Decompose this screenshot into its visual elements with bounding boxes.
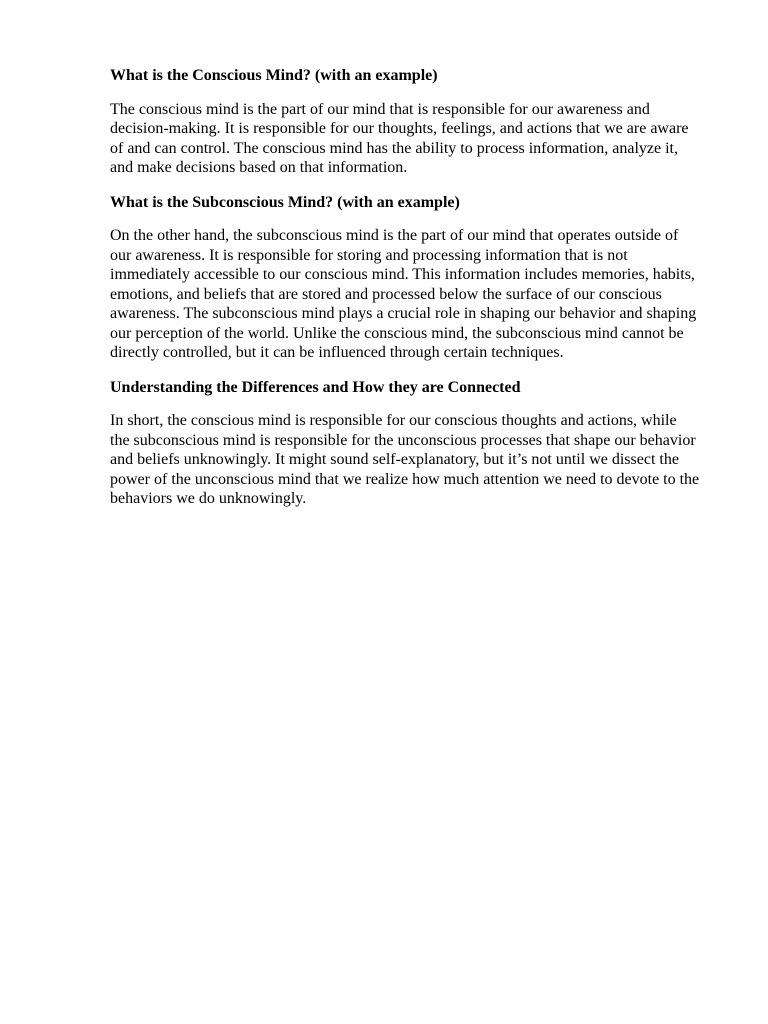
document-page — [110, 66, 700, 524]
section-body-subconscious-mind: On the other hand, the subconscious mind is the part of our mind that operates outside of our awareness. It is responsible for storing and processing information that is not immediately accessible to our conscious mind. This information includes memories, habits, emotions, and beliefs that are stored and processed below the surface of our conscious awareness. The subconscious mind plays a crucial role in shaping our behavior and shaping our perception of the world. Unlike the conscious mind, the subconscious mind cannot be directly controlled, but it can be influenced through certain techniques. — [110, 227, 697, 361]
section-body-differences: In short, the conscious mind is responsible for our conscious thoughts and actions, while the subconscious mind is responsible for the unconscious processes that shape our behavior and beliefs unknowingly. It might sound self-explanatory, but it’s not until we dissect the power of the unconscious mind that we realize how much attention we need to devote to the behaviors we do unknowingly. — [110, 412, 700, 507]
section-heading-conscious-mind: What is the Conscious Mind? (with an example) — [110, 67, 438, 84]
section-body-conscious-mind: The conscious mind is the part of our mind that is responsible for our awareness and decision-making. It is responsible for our thoughts, feelings, and actions that we are aware of and can control. The conscious mind has the ability to process information, analyze it, and make decisions based on that information. — [110, 100, 689, 176]
section-heading-differences: Understanding the Differences and How they are Connected — [110, 378, 521, 396]
section-heading-subconscious-mind: What is the Subconscious Mind? (with an example) — [110, 193, 460, 211]
